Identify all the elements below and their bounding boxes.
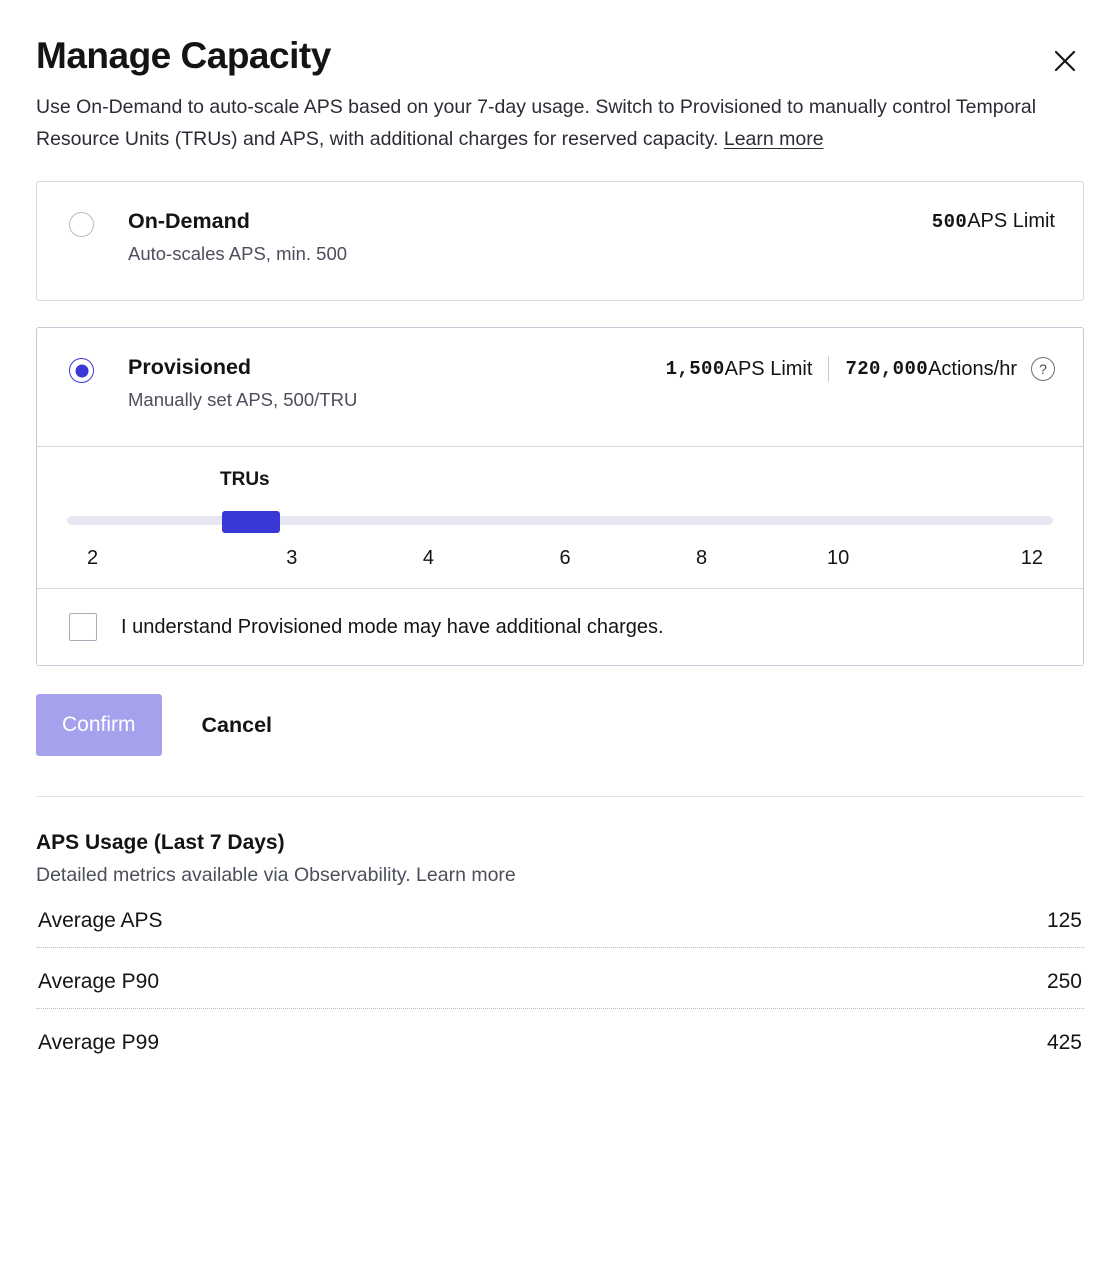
option-label-on-demand: On-Demand [128,209,250,234]
metric-label: Average APS [38,909,163,933]
slider-tick: 4 [422,547,434,570]
option-text-on-demand [128,208,932,265]
slider-thumb[interactable] [222,511,280,533]
on-demand-aps-limit-value: 500 [931,210,968,233]
option-card-provisioned[interactable] [36,327,1084,666]
metric-row [36,1009,1084,1069]
dialog-actions [36,694,1084,756]
option-meta-provisioned [666,354,1055,382]
on-demand-aps-limit-unit: APS Limit [967,210,1055,233]
acknowledgement-section [37,588,1083,665]
trus-slider-section [37,446,1083,588]
usage-subtitle-text: Detailed metrics available via Observability. [36,864,417,887]
slider-tick: 3 [286,547,298,570]
metric-value: 425 [1046,1031,1082,1055]
slider-tick: 6 [559,547,571,570]
trus-slider-caption: TRUs [220,469,270,491]
description-text: Use On-Demand to auto-scale APS based on your 7-day usage. Switch to Provisioned to manually control Temporal Resource Units (TRUs) and APS, with additional charges for reserved capacity. [36,96,1037,150]
slider-tick: 10 [827,547,850,570]
acknowledgement-checkbox[interactable] [69,613,97,641]
learn-more-link[interactable]: Learn more [723,127,824,150]
metric-label: Average P90 [38,970,160,994]
page-title: Manage Capacity [36,35,331,76]
option-head-provisioned[interactable] [37,328,1083,446]
usage-section-title: APS Usage (Last 7 Days) [36,831,285,855]
metric-value: 250 [1046,970,1082,994]
meta-divider [828,356,829,382]
usage-section-subtitle [36,864,1084,887]
option-meta-on-demand [932,208,1055,233]
option-sub-on-demand: Auto-scales APS, min. 500 [128,243,348,265]
confirm-button[interactable]: Confirm [36,694,162,756]
close-icon[interactable] [1048,44,1082,78]
question-mark-icon[interactable]: ? [1031,357,1055,381]
section-divider [36,796,1084,797]
usage-learn-more-link[interactable]: Learn more [416,864,516,887]
metric-row [36,948,1084,1009]
radio-provisioned[interactable] [69,358,94,383]
metric-value: 125 [1046,909,1082,933]
acknowledgement-label: I understand Provisioned mode may have additional charges. [121,615,664,638]
metric-row [36,887,1084,948]
slider-tick: 2 [87,547,99,570]
slider-track[interactable] [67,516,1053,525]
trus-slider[interactable] [67,507,1053,533]
dialog-description [36,92,1082,155]
provisioned-aps-limit-unit: APS Limit [724,357,813,380]
option-head-on-demand[interactable] [37,182,1083,300]
option-label-provisioned: Provisioned [128,355,252,380]
provisioned-aps-limit-value: 1,500 [665,358,725,381]
option-sub-provisioned: Manually set APS, 500/TRU [128,389,358,411]
dialog-header [36,36,1084,78]
metric-label: Average P99 [38,1031,160,1055]
radio-on-demand[interactable] [69,212,94,237]
provisioned-actions-value: 720,000 [845,358,929,381]
option-text-provisioned [128,354,666,411]
slider-tick-labels [65,547,1055,570]
option-card-on-demand[interactable] [36,181,1084,301]
provisioned-actions-unit: Actions/hr [928,357,1017,380]
slider-tick: 12 [1020,547,1044,570]
cancel-button[interactable]: Cancel [196,712,279,739]
slider-tick: 8 [696,547,708,570]
